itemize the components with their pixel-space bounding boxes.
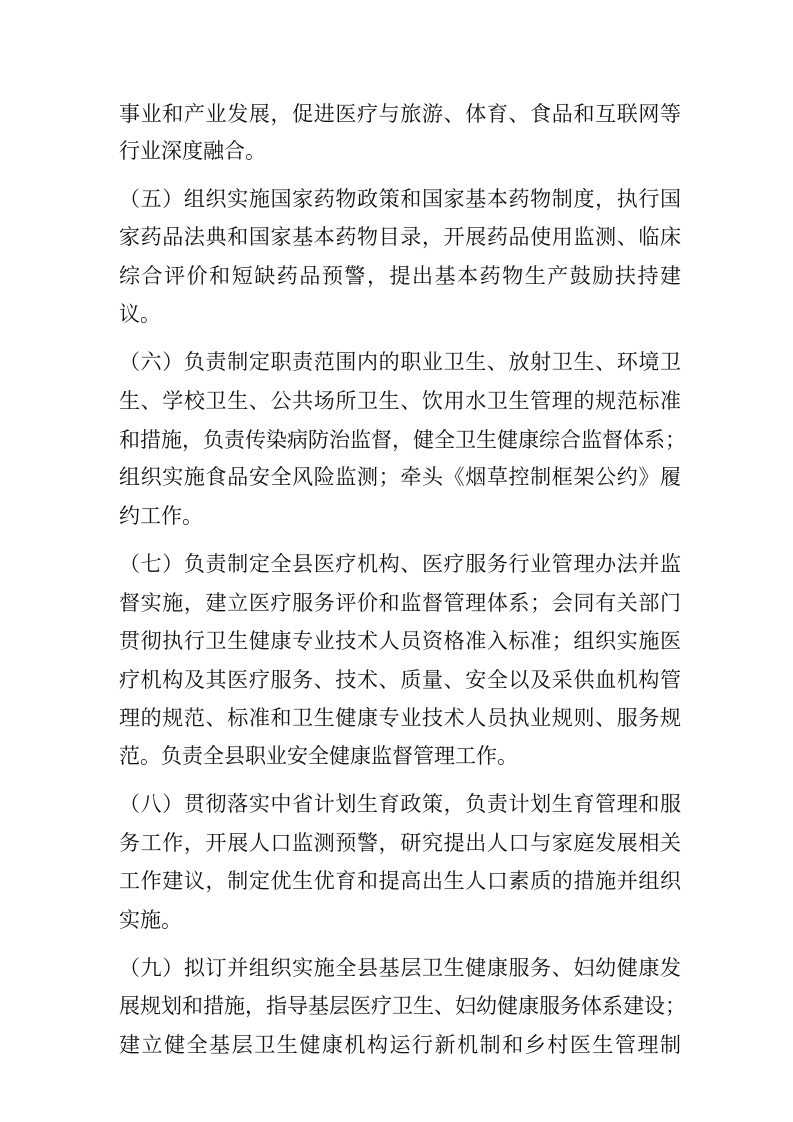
text-line: （五）组织实施国家药物政策和国家基本药物制度，执行国 <box>119 187 681 211</box>
text-line: （八）贯彻落实中省计划生育政策，负责计划生育管理和服 <box>119 792 681 816</box>
text-line: （九）拟订并组织实施全县基层卫生健康服务、妇幼健康发 <box>119 956 681 980</box>
text-line: 工作建议，制定优生优育和提高出生人口素质的措施并组织 <box>119 869 681 893</box>
text-line: 行业深度融合。 <box>119 139 266 163</box>
text-line: 实施。 <box>119 908 182 932</box>
text-line: 约工作。 <box>119 504 203 528</box>
text-line: 综合评价和短缺药品预警，提出基本药物生产鼓励扶持建 <box>119 264 681 288</box>
text-line: （六）负责制定职责范围内的职业卫生、放射卫生、环境卫 <box>119 350 681 374</box>
text-line: 督实施，建立医疗服务评价和监督管理体系；会同有关部门 <box>119 591 681 615</box>
text-line: 疗机构及其医疗服务、技术、质量、安全以及采供血机构管 <box>119 668 681 692</box>
text-line: （七）负责制定全县医疗机构、医疗服务行业管理办法并监 <box>119 552 681 576</box>
text-line: 组织实施食品安全风险监测；牵头《烟草控制框架公约》履 <box>119 465 681 489</box>
text-line: 务工作，开展人口监测预警，研究提出人口与家庭发展相关 <box>119 831 681 855</box>
text-line: 建立健全基层卫生健康机构运行新机制和乡村医生管理制 <box>119 1033 681 1057</box>
text-line: 议。 <box>119 302 161 326</box>
text-line: 家药品法典和国家基本药物目录，开展药品使用监测、临床 <box>119 225 681 249</box>
text-line: 和措施，负责传染病防治监督，健全卫生健康综合监督体系； <box>119 428 686 452</box>
text-line: 事业和产业发展，促进医疗与旅游、体育、食品和互联网等 <box>119 102 681 126</box>
text-line: 理的规范、标准和卫生健康专业技术人员执业规则、服务规 <box>119 706 681 730</box>
text-line: 范。负责全县职业安全健康监督管理工作。 <box>119 744 518 768</box>
text-line: 贯彻执行卫生健康专业技术人员资格准入标准；组织实施医 <box>119 629 681 653</box>
text-line: 展规划和措施，指导基层医疗卫生、妇幼健康服务体系建设； <box>119 994 686 1018</box>
text-line: 生、学校卫生、公共场所卫生、饮用水卫生管理的规范标准 <box>119 389 681 413</box>
